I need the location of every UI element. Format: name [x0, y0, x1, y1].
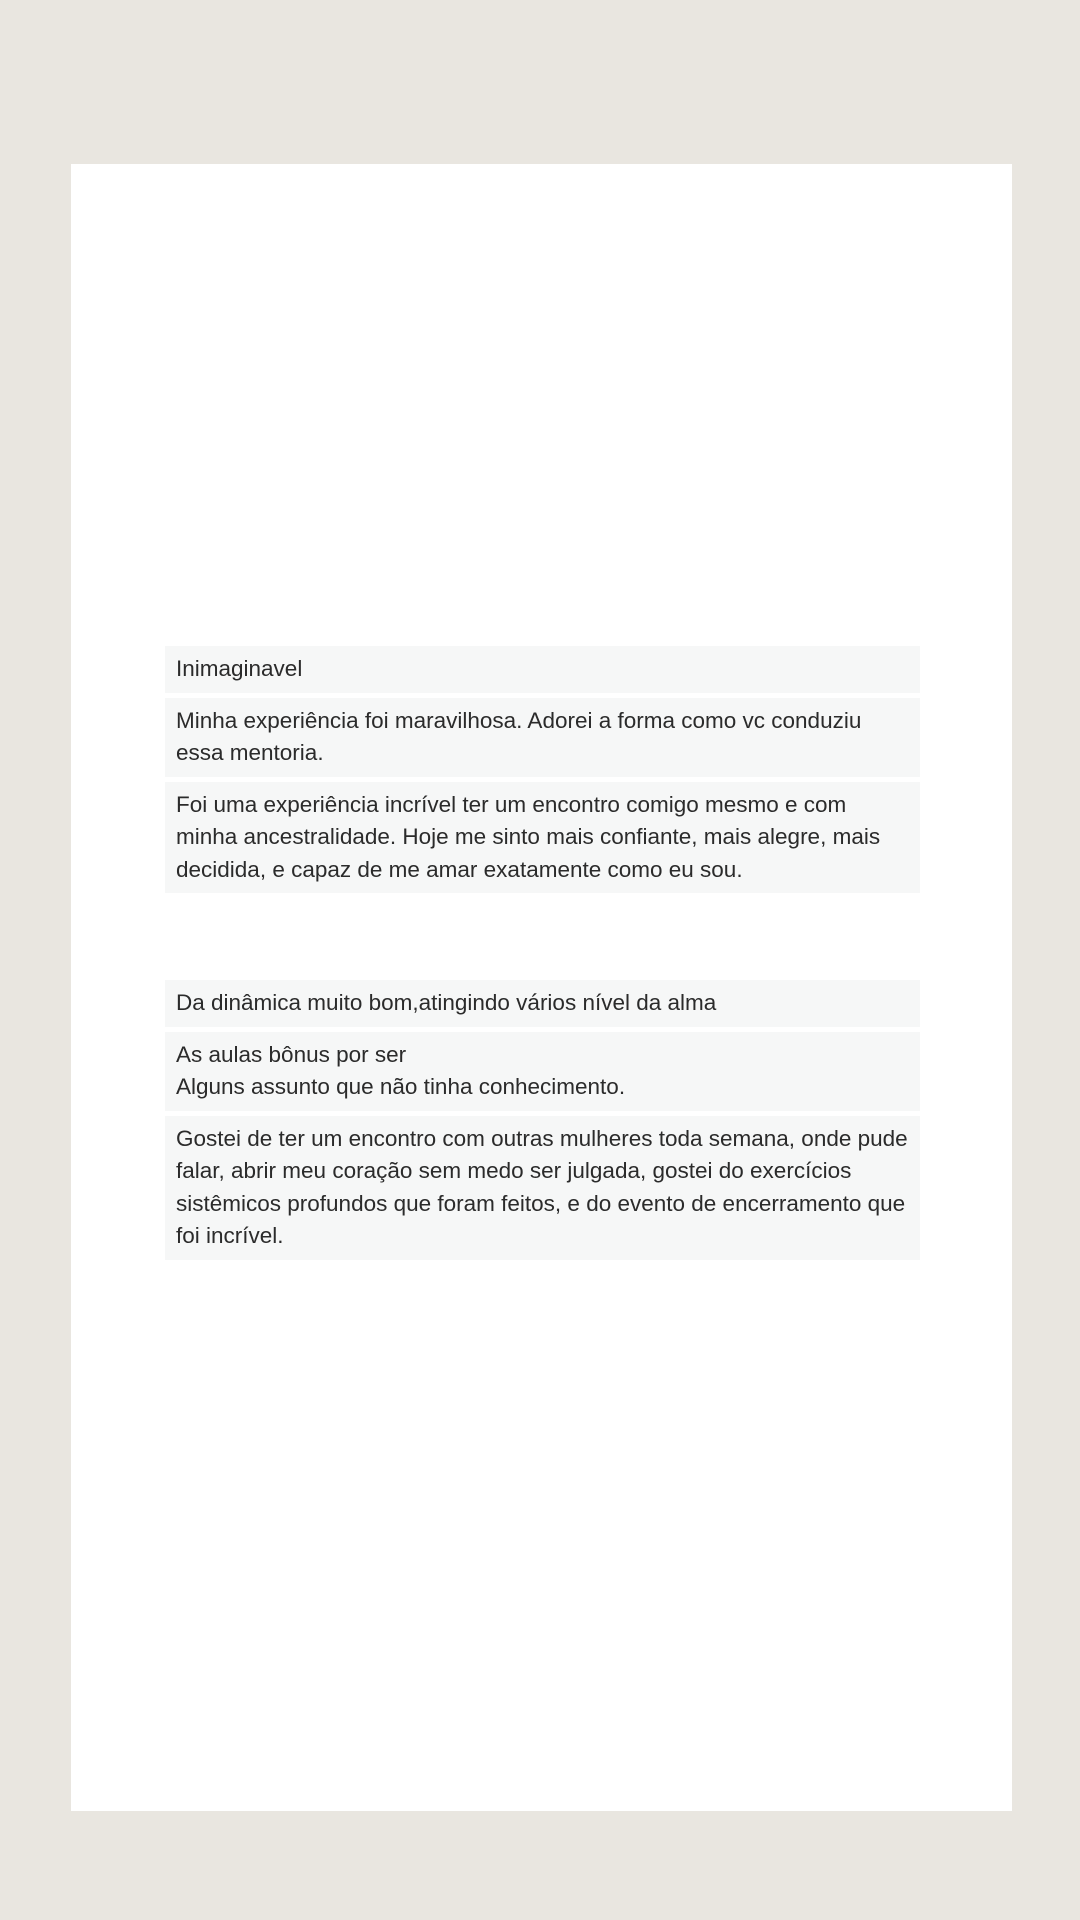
- answer-item: Da dinâmica muito bom,atingindo vários nível da alma: [165, 980, 920, 1027]
- answer-item: Inimaginavel: [165, 646, 920, 693]
- answer-item: Minha experiência foi maravilhosa. Adorei a forma como vc conduziu essa mentoria.: [165, 698, 920, 777]
- answer-item: Foi uma experiência incrível ter um encontro comigo mesmo e com minha ancestralidade. Hoje me sinto mais confiante, mais alegre, mais decidida, e capaz de me amar exatamente como eu sou.: [165, 782, 920, 894]
- answers-group-2: [165, 980, 920, 1265]
- answer-item: As aulas bônus por ser Alguns assunto que não tinha conhecimento.: [165, 1032, 920, 1111]
- answer-item: Gostei de ter um encontro com outras mulheres toda semana, onde pude falar, abrir meu coração sem medo ser julgada, gostei do exercícios sistêmicos profundos que foram feitos, e do evento de encerramento que foi incrível.: [165, 1116, 920, 1260]
- answers-group-1: [165, 646, 920, 898]
